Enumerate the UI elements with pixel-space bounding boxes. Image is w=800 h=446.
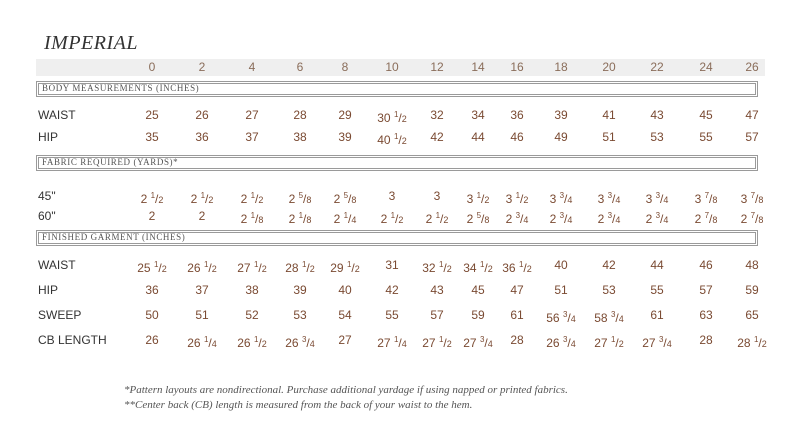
table-cell: 36 $^1$/2 xyxy=(502,260,532,275)
table-cell: 2 $^1$/2 xyxy=(140,191,164,206)
table-cell: 38 xyxy=(245,283,259,297)
table-cell: 42 xyxy=(602,258,616,272)
table-cell: 2 $^3$/4 xyxy=(505,211,529,226)
footnote-pattern-layouts: *Pattern layouts are nondirectional. Purchase additional yardage if using napped or printed fabrics. xyxy=(124,384,568,396)
footnotes xyxy=(124,383,568,413)
table-cell: 2 xyxy=(148,209,156,223)
table-cell: 58 $^3$/4 xyxy=(594,310,624,325)
size-header-cell: 16 xyxy=(510,60,524,74)
table-cell: 39 xyxy=(293,283,307,297)
table-cell: 27 $^1$/2 xyxy=(237,260,267,275)
table-cell: 40 xyxy=(338,283,352,297)
table-cell: 2 $^5$/8 xyxy=(466,211,490,226)
table-cell: 2 $^1$/2 xyxy=(240,191,264,206)
table-cell: 3 xyxy=(388,189,396,203)
section-title: BODY MEASUREMENTS (INCHES) xyxy=(42,83,200,93)
table-cell: 2 $^3$/4 xyxy=(549,211,573,226)
table-cell: 28 xyxy=(510,333,524,347)
table-cell: 27 $^3$/4 xyxy=(642,335,672,350)
table-cell: 29 $^1$/2 xyxy=(330,260,360,275)
size-header-cell: 22 xyxy=(650,60,664,74)
table-cell: 25 $^1$/2 xyxy=(137,260,167,275)
table-cell: 26 xyxy=(145,333,159,347)
section-title: FABRIC REQUIRED (YARDS)* xyxy=(42,157,179,167)
table-cell: 28 xyxy=(699,333,713,347)
chart-title: IMPERIAL xyxy=(44,32,138,54)
table-cell: 34 xyxy=(471,108,485,122)
table-cell: 27 $^1$/2 xyxy=(594,335,624,350)
table-cell: 51 xyxy=(602,130,616,144)
row-label: 60" xyxy=(38,209,56,223)
table-cell: 28 $^1$/2 xyxy=(285,260,315,275)
table-row xyxy=(0,282,800,298)
table-cell: 28 xyxy=(293,108,307,122)
table-cell: 27 xyxy=(245,108,259,122)
table-cell: 42 xyxy=(385,283,399,297)
size-header-cell: 8 xyxy=(341,60,349,74)
table-cell: 46 xyxy=(699,258,713,272)
table-cell: 53 xyxy=(293,308,307,322)
table-cell: 45 xyxy=(699,108,713,122)
table-cell: 26 $^3$/4 xyxy=(285,335,315,350)
table-cell: 3 $^7$/8 xyxy=(694,191,718,206)
section-title: FINISHED GARMENT (INCHES) xyxy=(42,232,186,242)
table-cell: 31 xyxy=(385,258,399,272)
table-cell: 55 xyxy=(385,308,399,322)
table-cell: 41 xyxy=(602,108,616,122)
table-cell: 61 xyxy=(510,308,524,322)
table-cell: 27 $^3$/4 xyxy=(463,335,493,350)
table-cell: 59 xyxy=(471,308,485,322)
table-cell: 3 $^3$/4 xyxy=(549,191,573,206)
table-cell: 2 $^1$/4 xyxy=(333,211,357,226)
table-cell: 45 xyxy=(471,283,485,297)
table-cell: 3 xyxy=(433,189,441,203)
table-cell: 3 $^3$/4 xyxy=(645,191,669,206)
table-cell: 27 xyxy=(338,333,352,347)
table-cell: 2 $^5$/8 xyxy=(288,191,312,206)
table-cell: 2 $^1$/2 xyxy=(190,191,214,206)
table-cell: 57 xyxy=(745,130,759,144)
table-cell: 65 xyxy=(745,308,759,322)
table-cell: 55 xyxy=(699,130,713,144)
table-cell: 2 $^7$/8 xyxy=(694,211,718,226)
table-cell: 2 $^1$/2 xyxy=(425,211,449,226)
table-cell: 53 xyxy=(602,283,616,297)
table-cell: 57 xyxy=(699,283,713,297)
table-cell: 51 xyxy=(554,283,568,297)
table-row xyxy=(0,332,800,348)
table-cell: 26 $^1$/4 xyxy=(187,335,217,350)
table-row xyxy=(0,107,800,123)
table-cell: 59 xyxy=(745,283,759,297)
footnote-cb-length: **Center back (CB) length is measured from the back of your waist to the hem. xyxy=(124,399,473,411)
table-cell: 26 $^1$/2 xyxy=(187,260,217,275)
table-cell: 44 xyxy=(471,130,485,144)
table-cell: 46 xyxy=(510,130,524,144)
size-header-cell: 10 xyxy=(385,60,399,74)
table-row xyxy=(0,307,800,323)
row-label: WAIST xyxy=(38,258,76,272)
table-cell: 32 xyxy=(430,108,444,122)
table-cell: 40 $^1$/2 xyxy=(377,132,407,147)
size-header-cell: 4 xyxy=(248,60,256,74)
table-cell: 52 xyxy=(245,308,259,322)
table-row xyxy=(0,129,800,145)
table-cell: 40 xyxy=(554,258,568,272)
table-cell: 39 xyxy=(554,108,568,122)
table-cell: 30 $^1$/2 xyxy=(377,110,407,125)
table-cell: 27 $^1$/2 xyxy=(422,335,452,350)
table-cell: 3 $^3$/4 xyxy=(597,191,621,206)
table-cell: 2 $^1$/8 xyxy=(288,211,312,226)
size-header-cell: 0 xyxy=(148,60,156,74)
row-label: SWEEP xyxy=(38,308,82,322)
row-label: CB LENGTH xyxy=(38,333,107,347)
table-cell: 47 xyxy=(510,283,524,297)
table-cell: 37 xyxy=(245,130,259,144)
table-cell: 34 $^1$/2 xyxy=(463,260,493,275)
table-cell: 32 $^1$/2 xyxy=(422,260,452,275)
table-cell: 3 $^1$/2 xyxy=(466,191,490,206)
size-header-cell: 24 xyxy=(699,60,713,74)
size-header-cell: 6 xyxy=(296,60,304,74)
table-cell: 29 xyxy=(338,108,352,122)
table-cell: 49 xyxy=(554,130,568,144)
row-label: HIP xyxy=(38,130,59,144)
table-cell: 53 xyxy=(650,130,664,144)
table-cell: 3 $^7$/8 xyxy=(740,191,764,206)
table-cell: 36 xyxy=(145,283,159,297)
section-header xyxy=(36,155,758,171)
table-cell: 43 xyxy=(650,108,664,122)
table-cell: 2 $^3$/4 xyxy=(645,211,669,226)
table-cell: 36 xyxy=(195,130,209,144)
table-cell: 28 $^1$/2 xyxy=(737,335,767,350)
table-cell: 2 xyxy=(198,209,206,223)
size-header-row xyxy=(36,59,765,76)
table-cell: 56 $^3$/4 xyxy=(546,310,576,325)
table-cell: 39 xyxy=(338,130,352,144)
table-cell: 57 xyxy=(430,308,444,322)
table-cell: 26 xyxy=(195,108,209,122)
size-header-cell: 12 xyxy=(430,60,444,74)
table-cell: 2 $^1$/2 xyxy=(380,211,404,226)
table-cell: 2 $^3$/4 xyxy=(597,211,621,226)
table-cell: 48 xyxy=(745,258,759,272)
table-cell: 51 xyxy=(195,308,209,322)
size-header-cell: 2 xyxy=(198,60,206,74)
table-cell: 36 xyxy=(510,108,524,122)
row-label: WAIST xyxy=(38,108,76,122)
row-label: HIP xyxy=(38,283,59,297)
table-cell: 3 $^1$/2 xyxy=(505,191,529,206)
section-header xyxy=(36,230,758,246)
table-cell: 42 xyxy=(430,130,444,144)
size-header-cell: 26 xyxy=(745,60,759,74)
table-cell: 61 xyxy=(650,308,664,322)
table-cell: 37 xyxy=(195,283,209,297)
table-row xyxy=(0,208,800,224)
table-cell: 2 $^7$/8 xyxy=(740,211,764,226)
table-row xyxy=(0,188,800,204)
table-cell: 2 $^5$/8 xyxy=(333,191,357,206)
table-row xyxy=(0,257,800,273)
size-header-cell: 20 xyxy=(602,60,616,74)
row-label: 45" xyxy=(38,189,56,203)
table-cell: 27 $^1$/4 xyxy=(377,335,407,350)
table-cell: 26 $^3$/4 xyxy=(546,335,576,350)
table-cell: 47 xyxy=(745,108,759,122)
size-header-cell: 14 xyxy=(471,60,485,74)
table-cell: 26 $^1$/2 xyxy=(237,335,267,350)
size-header-cell: 18 xyxy=(554,60,568,74)
table-cell: 44 xyxy=(650,258,664,272)
table-cell: 54 xyxy=(338,308,352,322)
table-cell: 2 $^1$/8 xyxy=(240,211,264,226)
table-cell: 43 xyxy=(430,283,444,297)
table-cell: 38 xyxy=(293,130,307,144)
table-cell: 50 xyxy=(145,308,159,322)
section-header xyxy=(36,81,758,97)
table-cell: 35 xyxy=(145,130,159,144)
table-cell: 63 xyxy=(699,308,713,322)
table-cell: 25 xyxy=(145,108,159,122)
table-cell: 55 xyxy=(650,283,664,297)
